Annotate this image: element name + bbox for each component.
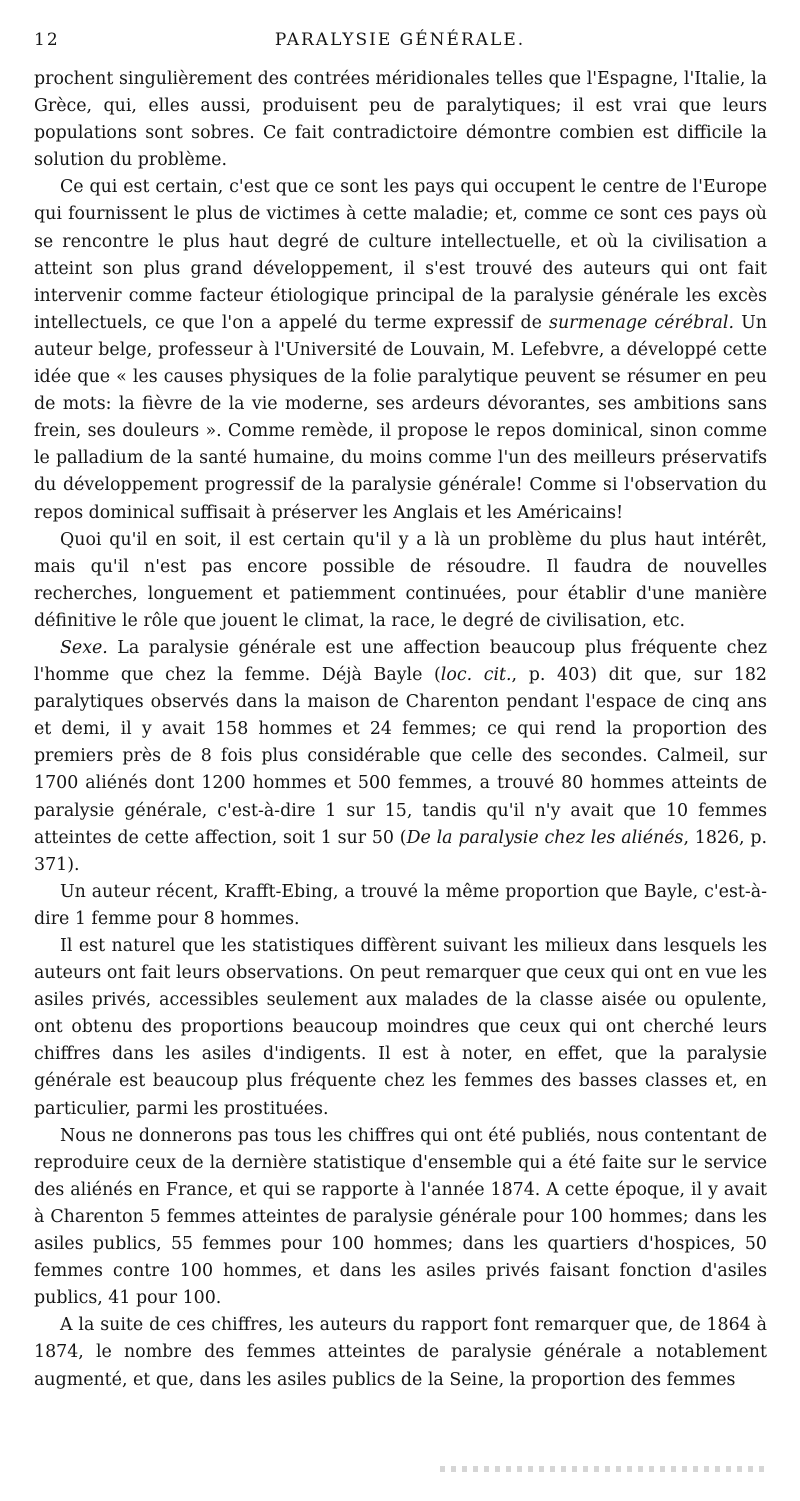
- paragraph: Il est naturel que les statistiques diffèrent suivant les milieux dans lesquels les auteurs ont fait leurs observations. On peut remarquer que ceux qui ont en vue les asiles privés, accessibles seulement aux malades de la classe aisée ou opulente, ont obtenu des proportions beaucoup moindres que ceux qui ont cherché leurs chiffres dans les asiles d'indigents. Il est à noter, en effet, que la paralysie générale est beaucoup plus fréquente chez les femmes des basses classes et, en particulier, parmi les prostituées.: [34, 936, 767, 1119]
- scan-artifact: [440, 1466, 770, 1472]
- paragraph-continued: prochent singulièrement des contrées méridionales telles que l'Espagne, l'Italie, la Grèce, qui, elles aussi, produisent peu de paralytiques; il est vrai que leurs populations sont sobres. Ce fait contradictoire démontre combien est difficile la solution du problème.: [34, 69, 767, 171]
- emphasis-text: surmenage cérébral.: [549, 312, 734, 333]
- citation-text: loc. cit.: [440, 665, 512, 686]
- body-text: [34, 66, 767, 1394]
- page-header: [34, 30, 766, 56]
- page-number: 12: [34, 30, 60, 50]
- paragraph: Nous ne donnerons pas tous les chiffres qui ont été publiés, nous contentant de reproduire ceux de la dernière statistique d'ensemble qui a été faite sur le service des aliénés en France, et qui se rapporte à l'année 1874. A cette époque, il y avait à Charenton 5 femmes atteintes de paralysie générale pour 100 hommes; dans les asiles publics, 55 femmes pour 100 hommes; dans les quartiers d'hospices, 50 femmes contre 100 hommes, et dans les asiles privés faisant fonction d'asiles publics, 41 pour 100.: [34, 1125, 767, 1309]
- paragraph-text: , 1826, p. 371).: [34, 827, 768, 875]
- running-title: PARALYSIE GÉNÉRALE.: [274, 30, 526, 50]
- book-title-text: De la paralysie chez les aliénés: [406, 827, 684, 848]
- paragraph-text: Ce qui est certain, c'est que ce sont les pays qui occupent le centre de l'Europe qui fournissent le plus de victimes à cette maladie; et, comme ce sont ces pays où se rencontre le plus haut degré de culture intellectuelle, et où la civilisation a atteint son plus grand développement, il s'est trouvé des auteurs qui ont fait intervenir comme facteur étiologique principal de la paralysie générale les excès intellectuels, ce que l'on a appelé du terme expressif de: [34, 177, 767, 333]
- paragraph: [34, 174, 767, 526]
- paragraph: Un auteur récent, Krafft-Ebing, a trouvé la même proportion que Bayle, c'est-à-dire 1 femme pour 8 hommes.: [34, 881, 767, 929]
- paragraph: A la suite de ces chiffres, les auteurs du rapport font remarquer que, de 1864 à 1874, le nombre des femmes atteintes de paralysie générale a notablement augmenté, et que, dans les asiles publics de la Seine, la proportion des femmes: [34, 1315, 767, 1390]
- paragraph: Quoi qu'il en soit, il est certain qu'il y a là un problème du plus haut intérêt, mais qu'il n'est pas encore possible de résoudre. Il faudra de nouvelles recherches, longuement et patiemment continuées, pour établir d'une manière définitive le rôle que jouent le climat, la race, le degré de civilisation, etc.: [34, 529, 767, 631]
- paragraph-text: Un auteur belge, professeur à l'Université de Louvain, M. Lefebvre, a développé cette idée que « les causes physiques de la folie paralytique peuvent se résumer en peu de mots: la fièvre de la vie moderne, ses ardeurs dévorantes, ses ambitions sans frein, ses douleurs ». Comme remède, il propose le repos dominical, sinon comme le palladium de la santé humaine, du moins comme l'un des meilleurs préservatifs du développement progressif de la paralysie générale! Comme si l'observation du repos dominical suffisait à préserver les Anglais et les Américains!: [34, 312, 768, 523]
- paragraph-sexe: [34, 635, 767, 879]
- paragraph-text: , p. 403) dit que, sur 182 paralytiques observés dans la maison de Charenton pendant l'espace de cinq ans et demi, il y avait 158 hommes et 24 femmes; ce qui rend la proportion des premiers près de 8 fois plus considérable que celle des secondes. Calmeil, sur 1700 aliénés dont 1200 hommes et 500 femmes, a trouvé 80 hommes atteints de paralysie générale, c'est-à-dire 1 sur 15, tandis qu'il n'y avait que 10 femmes atteintes de cette affection, soit 1 sur 50 (: [34, 665, 767, 848]
- paragraph-text: La paralysie générale est une affection beaucoup plus fréquente chez l'homme que chez la femme. Déjà Bayle (: [34, 637, 767, 686]
- section-run-in-heading: Sexe.: [60, 637, 108, 658]
